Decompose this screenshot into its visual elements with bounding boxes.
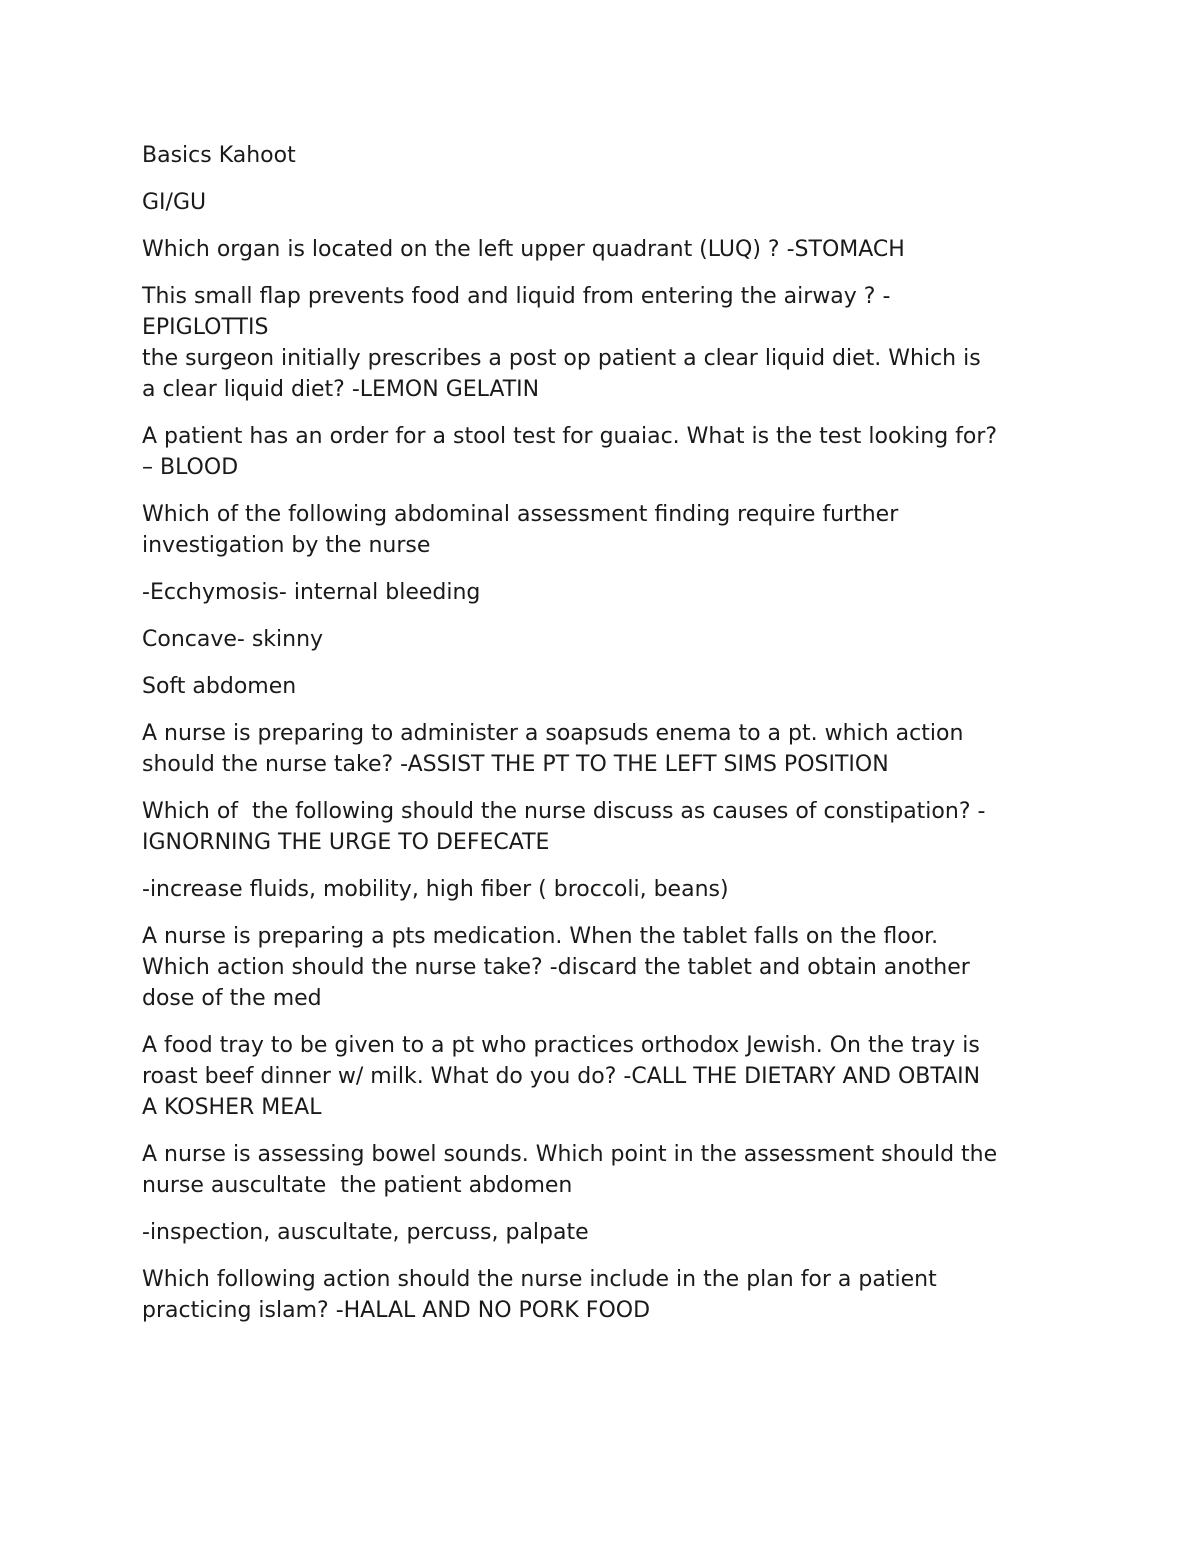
paragraph: Which of the following should the nurse discuss as causes of constipation? - IGNORNING THE URGE TO DEFECATE bbox=[142, 799, 986, 855]
paragraph: A food tray to be given to a pt who practices orthodox Jewish. On the tray is roast beef dinner w/ milk. What do you do? -CALL THE DIETARY AND OBTAIN A KOSHER MEAL bbox=[142, 1033, 981, 1120]
paragraph: A nurse is assessing bowel sounds. Which point in the assessment should the nurse auscultate the patient abdomen bbox=[142, 1142, 998, 1198]
document-body bbox=[142, 140, 1072, 1342]
paragraph: A nurse is preparing to administer a soapsuds enema to a pt. which action should the nurse take? -ASSIST THE PT TO THE LEFT SIMS POSITION bbox=[142, 721, 964, 777]
paragraph: -Ecchymosis- internal bleeding bbox=[142, 580, 481, 605]
paragraph: -increase fluids, mobility, high fiber ( broccoli, beans) bbox=[142, 877, 729, 902]
paragraph: A patient has an order for a stool test for guaiac. What is the test looking for? – BLOOD bbox=[142, 424, 998, 480]
paragraph: A nurse is preparing a pts medication. When the tablet falls on the floor. Which action should the nurse take? -discard the tablet and obtain another dose of the med bbox=[142, 924, 970, 1011]
section-heading: GI/GU bbox=[142, 190, 207, 215]
paragraph: -inspection, auscultate, percuss, palpate bbox=[142, 1220, 589, 1245]
paragraph: Which of the following abdominal assessment finding require further investigation by the nurse bbox=[142, 502, 899, 558]
paragraph: Which organ is located on the left upper quadrant (LUQ) ? -STOMACH bbox=[142, 237, 905, 262]
paragraph: This small flap prevents food and liquid from entering the airway ? - EPIGLOTTIS bbox=[142, 284, 891, 340]
paragraph: Soft abdomen bbox=[142, 674, 297, 699]
paragraph: Which following action should the nurse include in the plan for a patient practicing islam? -HALAL AND NO PORK FOOD bbox=[142, 1267, 937, 1323]
paragraph: the surgeon initially prescribes a post op patient a clear liquid diet. Which is a clear liquid diet? -LEMON GELATIN bbox=[142, 346, 981, 402]
document-title: Basics Kahoot bbox=[142, 143, 296, 168]
paragraph: Concave- skinny bbox=[142, 627, 324, 652]
